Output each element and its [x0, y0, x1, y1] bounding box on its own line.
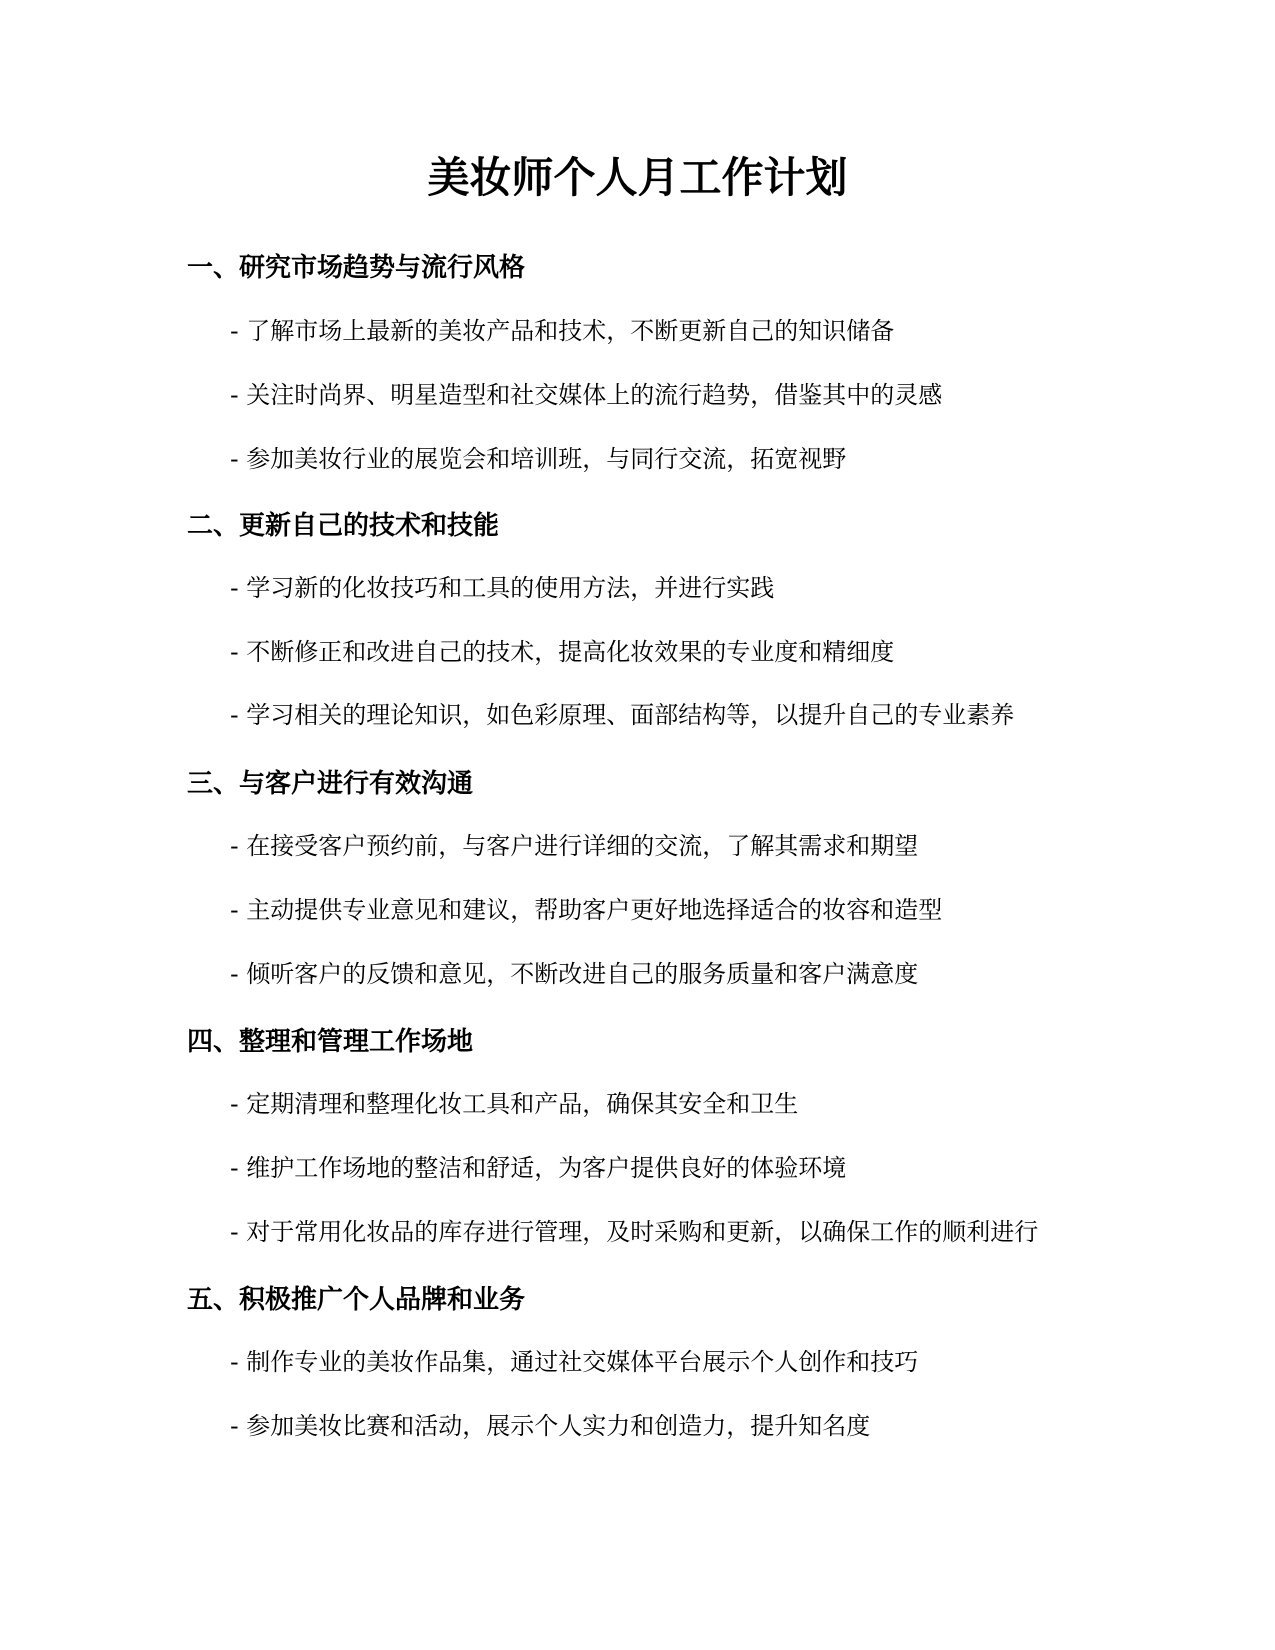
section-5-item-1: - 制作专业的美妆作品集，通过社交媒体平台展示个人创作和技巧 [230, 1348, 919, 1376]
section-2-item-1: - 学习新的化妆技巧和工具的使用方法，并进行实践 [230, 574, 775, 602]
section-2-item-2: - 不断修正和改进自己的技术，提高化妆效果的专业度和精细度 [230, 638, 895, 666]
section-1-item-1: - 了解市场上最新的美妆产品和技术，不断更新自己的知识储备 [230, 317, 895, 345]
section-heading-4: 四、整理和管理工作场地 [187, 1027, 474, 1057]
section-2-item-3: - 学习相关的理论知识，如色彩原理、面部结构等，以提升自己的专业素养 [230, 701, 1015, 729]
section-3-item-2: - 主动提供专业意见和建议，帮助客户更好地选择适合的妆容和造型 [230, 896, 943, 924]
section-heading-5: 五、积极推广个人品牌和业务 [187, 1285, 526, 1315]
section-heading-2: 二、更新自己的技术和技能 [187, 511, 500, 541]
section-4-item-2: - 维护工作场地的整洁和舒适，为客户提供良好的体验环境 [230, 1154, 847, 1182]
section-4-item-3: - 对于常用化妆品的库存进行管理，及时采购和更新，以确保工作的顺利进行 [230, 1218, 1039, 1246]
section-4-item-1: - 定期清理和整理化妆工具和产品，确保其安全和卫生 [230, 1090, 799, 1118]
section-5-item-2: - 参加美妆比赛和活动，展示个人实力和创造力，提升知名度 [230, 1412, 871, 1440]
section-1-item-3: - 参加美妆行业的展览会和培训班，与同行交流，拓宽视野 [230, 445, 847, 473]
section-3-item-1: - 在接受客户预约前，与客户进行详细的交流，了解其需求和期望 [230, 832, 919, 860]
section-heading-1: 一、研究市场趋势与流行风格 [187, 253, 526, 283]
page-title: 美妆师个人月工作计划 [427, 153, 848, 202]
section-heading-3: 三、与客户进行有效沟通 [187, 769, 474, 799]
section-3-item-3: - 倾听客户的反馈和意见，不断改进自己的服务质量和客户满意度 [230, 960, 919, 988]
section-1-item-2: - 关注时尚界、明星造型和社交媒体上的流行趋势，借鉴其中的灵感 [230, 381, 943, 409]
